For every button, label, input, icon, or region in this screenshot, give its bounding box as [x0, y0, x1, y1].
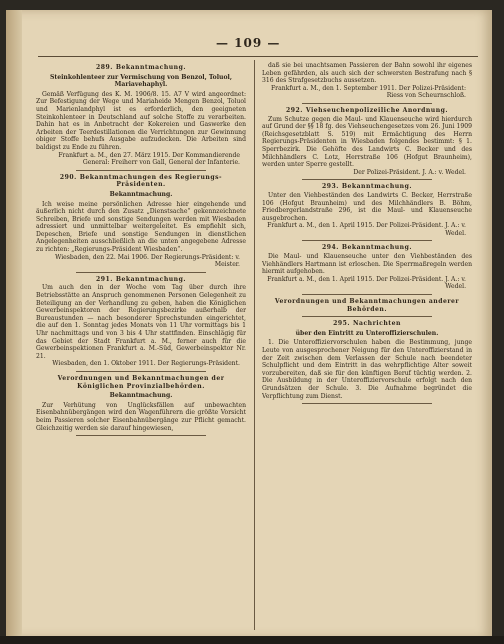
article-signature: Frankfurt a. M., den 1. April 1915. Der Polizei-Präsident. J. A.: v. Wedel. [267, 275, 466, 291]
article-heading [262, 320, 472, 328]
article-heading [36, 375, 246, 390]
article-body: 1. Die Unteroffiziervorschulen haben die Bestimmung, junge Leute von ausgesprochener Neigung für den Unteroffizierstand in der Zeit zwischen dem Verlassen der Schule nach beendeter Schulpflicht und dem Eintritt in das wehrpflichtige Alter soweit vorzubereiten, daß sie für den künftigen Beruf tüchtig werden. 2. Die Ausbildung in der Unteroffiziervorschule erfolgt nach den Grundsätzen der Schule. 3. Die Aufnahme begründet die Verpflichtung zum Dienst. [262, 339, 472, 400]
article-separator [302, 103, 432, 104]
article-heading [36, 276, 246, 284]
article-separator [302, 403, 432, 404]
article-block [262, 107, 472, 180]
page-number: — 109 — [216, 36, 281, 50]
article-title: Bekanntmachung. [341, 183, 412, 191]
article-number: 292. [285, 106, 303, 114]
article-title: Bekanntmachung. [341, 244, 412, 252]
article-title: Bekanntmachung. [115, 275, 186, 283]
article-block [262, 298, 472, 317]
article-separator [302, 294, 432, 295]
article-body: Zum Schutze gegen die Maul- und Klauenseuche wird hierdurch auf Grund der §§ 18 fg. des Viehseuchengesetzes vom 26. Juni 1909 (Reichsgesetzblatt S. 519) mit Ermächtigung des Herrn Regierungs-Präsidenten in Wiesbaden folgendes bestimmt: § 1. Sperrbezirk. Die Gehöfte des Landwirts C. Becker und des Milchhändlers C. Lotz, Herrstraße 106 (Hofgut Braunheim), werden unter Sperre gestellt. [262, 115, 472, 169]
article-block [262, 320, 472, 404]
article-number: 294. [322, 244, 339, 252]
article-separator [302, 179, 432, 180]
article-body: Gemäß Verfügung des K. M. 1906/8. 15. A7 V wird angeordnet: Zur Befestigung der Wege und Mariaheide Mengen Benzol, Toluol und Marienlandphyl ist es erforderlich, den geeigneten Steinkohlenteer in Deutschland auf solche Stoffe zu verarbeiten. Dahin hat es in Anbetracht der Kokereien und Gaswerke den Arbeiten der Teerdestillationen die Verrichtungen zur Gewinnung obiger Stoffe behufs Ausgabe aufzudecken. Die Arbeiten sind baldigst zu Ende zu führen. [36, 90, 246, 151]
article-subheading: Steinkohlenteer zur Vermischung von Benzol, Toluol, Mariavehaphyl. [50, 73, 232, 89]
article-number: 295. [333, 320, 350, 328]
newspaper-page [6, 10, 492, 638]
article-heading [36, 174, 246, 189]
article-subheading: Bekanntmachung. [109, 190, 173, 198]
article-separator [302, 316, 432, 317]
header-rule [38, 56, 478, 57]
article-body: Ich weise meine persönlichen Adresse hier eingehende und äußerlich nicht durch den Zusatz „Dienstsache“ gekennzeichnete Schreiben, Briefe und sonstige Sendungen werden mit Wiesbaden adressiert und unmittelbar weitergeleitet. Es empfiehlt sich, Depeschen, Briefe und sonstige Sendungen in dienstlichen Angelegenheiten ausschließlich an die unten angegebene Adresse zu richten: „Regierungs-Präsident Wiesbaden“. [36, 200, 246, 254]
article-block [36, 174, 246, 273]
article-block [36, 64, 246, 171]
article-heading [36, 64, 246, 72]
article-subheading: Bekanntmachung. [109, 392, 173, 400]
article-block [36, 276, 246, 372]
article-signature: Frankfurt a. M., den 1. April 1915. Der Polizei-Präsident. J. A.: v. Wedel. [267, 222, 466, 237]
article-subheading: über den Eintritt zu Unteroffizierschulen. [295, 329, 439, 337]
article-number: 290. [59, 173, 77, 181]
article-title: Bekanntmachungen des Regierungs-Präsidenten. [79, 173, 223, 189]
article-heading [262, 298, 472, 313]
article-block [262, 62, 472, 104]
article-signature: Frankfurt a. M., den 27. März 1915. Der Kommandierende General: Freiherr von Gall, General der Infanterie. [58, 151, 240, 167]
facing-page-edge [6, 10, 22, 638]
article-body: Die Maul- und Klauenseuche unter den Viehbeständen des Viehhändlers Hartmann ist erloschen. Die Sperrmaßregeln werden hiermit aufgehoben. [262, 253, 472, 276]
article-signature: Wiesbaden, den 1. Oktober 1911. Der Regierungs-Präsident. [52, 360, 240, 368]
article-block [262, 244, 472, 295]
article-number: 293. [322, 183, 339, 191]
article-separator [76, 435, 206, 436]
left-column [36, 62, 246, 632]
article-heading [262, 107, 472, 115]
article-title: Bekanntmachung. [115, 64, 186, 71]
article-number: 289. [96, 64, 113, 71]
article-body: Unter den Viehbeständen des Landwirts C. Becker, Herrstraße 106 (Hofgut Braunheim) und des Milchhändlers B. Böhm, Friedbergerlandstraße 296, ist die Maul- und Klauenseuche ausgebrochen. [262, 191, 472, 222]
article-body: daß sie bei unachtsamen Passieren der Bahn sowohl ihr eigenes Leben gefährden, als auch sich der schwersten Bestrafung nach § 316 des Strafgesetzbuchs aussetzen. [262, 62, 472, 85]
article-separator [76, 272, 206, 273]
article-heading [262, 244, 472, 252]
article-title: Nachrichten [352, 320, 401, 328]
article-title: Verordnungen und Bekanntmachungen anderer Behörden. [274, 298, 460, 313]
article-title: Verordnungen und Bekanntmachungen der Königlichen Provinzialbehörden. [57, 374, 225, 390]
article-block [36, 375, 246, 436]
article-separator [76, 371, 206, 372]
column-divider [254, 60, 255, 630]
article-body: Um auch den in der Woche vom Tag über durch ihre Betriebsstätte an Anspruch genommenen Personen Gelegenheit zu Beteiligung an der Verhandlung zu geben, haben die Königlichen Gewerbeinspektoren der Regierungsbezirke außerhalb der Bureaustunden — nach besonderer Sprechstunden eingerichtet, die auf den 1. Sonntag jedes Monats von 11 Uhr vormittags bis 1 Uhr nachmittags und von 3 bis 4 Uhr stattfinden. Einschlägig für das Gebiet der Stadt Frankfurt a. M., ferner auch für die Gewerbeinspektionen Frankfurt a. M.-Süd, Gewerbeinspektor Nr. 21. [36, 284, 246, 360]
article-signature: Wiesbaden, den 22. Mai 1906. Der Regierungs-Präsident: v. Meister. [55, 253, 240, 269]
article-signature: Frankfurt a. M., den 1. September 1911. Der Polizei-Präsident: Riess von Scheurnschloß. [270, 84, 466, 100]
article-separator [302, 240, 432, 241]
article-title: Viehseuchenpolizeiliche Anordnung. [305, 106, 449, 114]
article-separator [76, 170, 206, 171]
scan-shadow [0, 636, 504, 644]
article-body: Zur Verhütung von Unglücksfällen auf unbewachten Eisenbahnübergängen wird den Wagenführern die größte Vorsicht beim Passieren solcher Eisenbahnübergänge zur Pflicht gemacht. Gleichzeitig werden sie darauf hingewiesen, [36, 401, 246, 432]
article-number: 291. [96, 275, 113, 283]
article-signature: Der Polizei-Präsident. J. A.: v. Wedel. [353, 168, 466, 176]
right-column [262, 62, 472, 632]
article-heading [262, 183, 472, 191]
article-block [262, 183, 472, 241]
